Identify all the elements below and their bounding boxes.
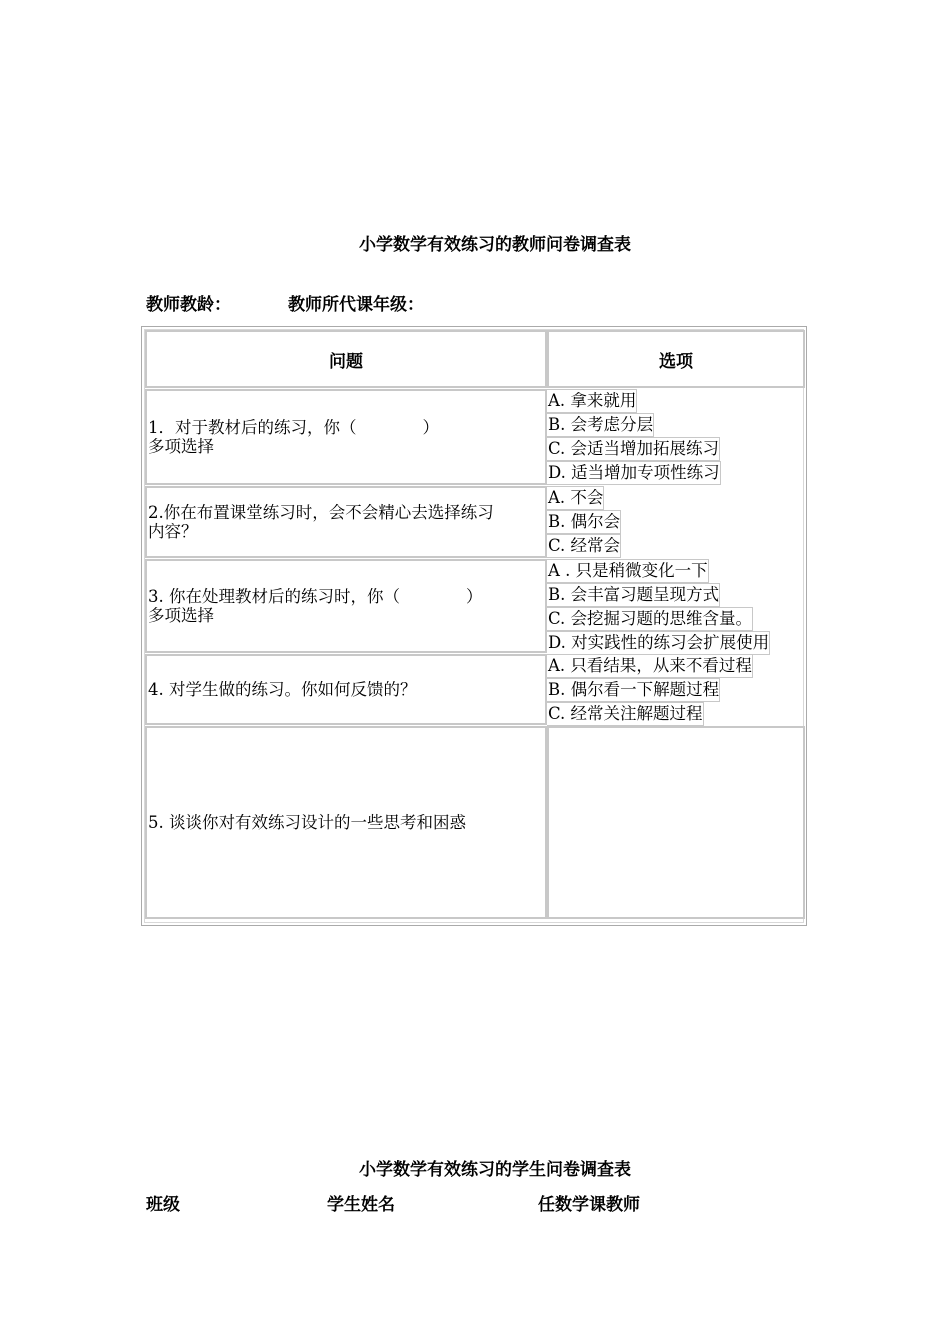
question-1-line-1: 1．对于教材后的练习，你（ ）: [148, 418, 439, 437]
question-1-line-2: 多项选择: [148, 437, 214, 456]
option-2b: B. 偶尔会: [547, 510, 621, 534]
option-2a: A. 不会: [547, 486, 604, 510]
header-question: 问题: [145, 330, 547, 388]
question-2-line-2: 内容？: [148, 522, 198, 541]
question-5: [145, 726, 547, 919]
option-2c: C. 经常会: [547, 534, 621, 558]
teacher-grade-label: 教师所代课年级：: [288, 295, 424, 315]
question-4-line-1: 4. 对学生做的练习。你如何反馈的？: [148, 680, 417, 699]
question-4: [145, 654, 547, 725]
option-3b: B. 会丰富习题呈现方式: [547, 583, 720, 607]
option-1b: B. 会考虑分层: [547, 413, 654, 437]
student-survey-title: 小学数学有效练习的学生问卷调查表: [359, 1160, 631, 1180]
class-label: 班级: [146, 1195, 180, 1215]
student-name-label: 学生姓名: [327, 1195, 395, 1215]
option-1d: D. 适当增加专项性练习: [547, 461, 721, 485]
question-2-line-1: 2.你在布置课堂练习时，会不会精心去选择练习: [148, 503, 494, 522]
survey-table: [141, 326, 807, 926]
teacher-years-label: 教师教龄：: [146, 295, 231, 315]
answer-5-blank: [547, 726, 805, 919]
option-1c: C. 会适当增加拓展练习: [547, 437, 720, 461]
question-3: [145, 559, 547, 653]
option-3d: D. 对实践性的练习会扩展使用: [547, 631, 770, 655]
question-3-line-2: 多项选择: [148, 606, 214, 625]
teacher-survey-title: 小学数学有效练习的教师问卷调查表: [359, 235, 631, 255]
option-4c: C. 经常关注解题过程: [547, 702, 704, 726]
question-2: [145, 486, 547, 558]
option-4a: A. 只看结果，从来不看过程: [547, 654, 753, 678]
option-1a: A. 拿来就用: [547, 389, 637, 413]
question-3-line-1: 3. 你在处理教材后的练习时，你（ ）: [148, 587, 483, 606]
header-options: 选项: [547, 330, 805, 388]
option-4b: B. 偶尔看一下解题过程: [547, 678, 720, 702]
math-teacher-label: 任数学课教师: [538, 1195, 640, 1215]
option-3a: A . 只是稍微变化一下: [547, 559, 709, 583]
option-3c: C. 会挖掘习题的思维含量。: [547, 607, 753, 631]
question-5-line-1: 5. 谈谈你对有效练习设计的一些思考和困惑: [148, 813, 466, 832]
question-1: [145, 389, 547, 485]
